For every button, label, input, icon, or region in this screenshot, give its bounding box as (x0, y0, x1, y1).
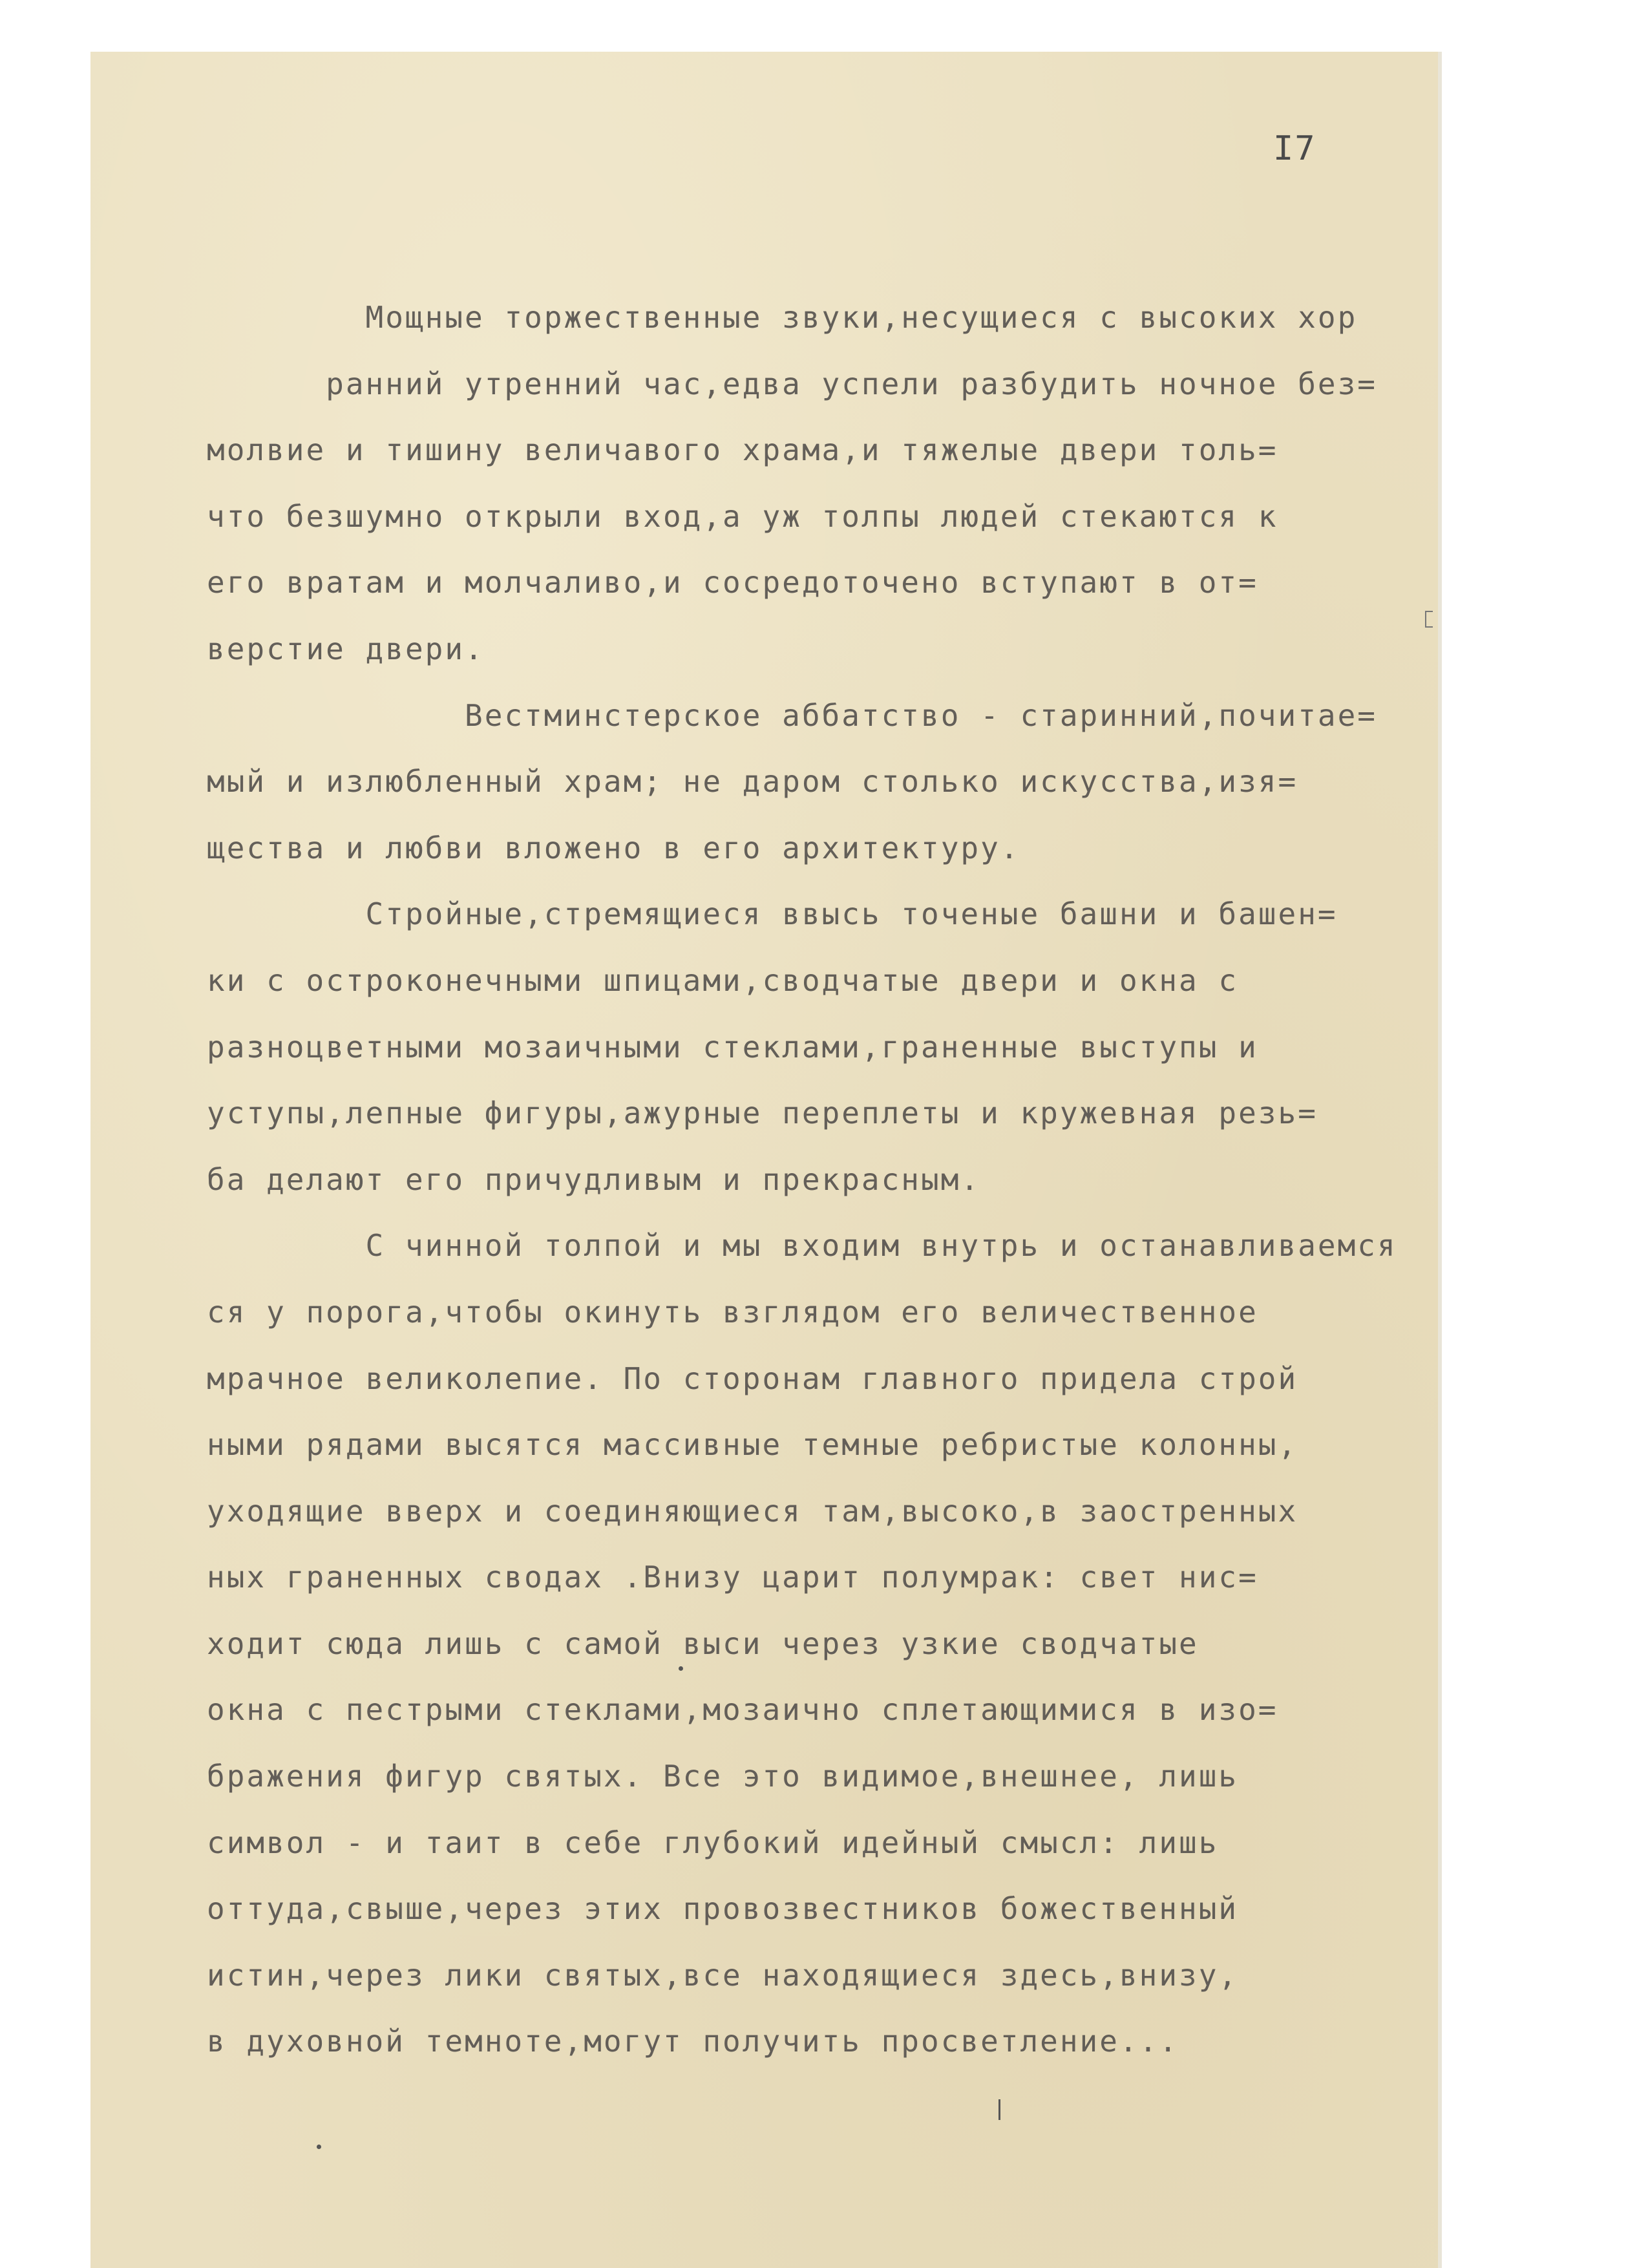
margin-mark (1425, 611, 1433, 628)
page-number: I7 (1273, 129, 1316, 168)
text-line: ных граненных сводах .Внизу царит полумрак: свет нис= (207, 1560, 1258, 1595)
text-line: истин,через лики святых,все находящиеся здесь,внизу, (207, 1957, 1239, 1993)
text-line: ки с остроконечными шпицами,сводчатые двери и окна с (207, 962, 1239, 998)
text-line: разноцветными мозаичными стеклами,граненные выступы и (207, 1029, 1258, 1065)
ink-tick (998, 2099, 1000, 2120)
text-line: ранний утренний час,едва успели разбудить ночное без= (207, 366, 1377, 401)
text-line: Стройные,стремящиеся ввысь точеные башни и башен= (207, 896, 1338, 932)
text-line: ходит сюда лишь с самой выси через узкие сводчатые (207, 1626, 1199, 1661)
text-line: его вратам и молчаливо,и сосредоточено вступают в от= (207, 565, 1258, 600)
text-line: С чинной толпой и мы входим внутрь и останавливаемся (207, 1228, 1397, 1264)
text-line: мрачное великолепие. По сторонам главного придела строй (207, 1361, 1298, 1396)
text-line: символ - и таит в себе глубокий идейный смысл: лишь (207, 1825, 1219, 1860)
text-line: Мощные торжественные звуки,несущиеся с высоких хор (207, 300, 1358, 335)
page-edge (1438, 52, 1442, 2268)
ink-dot (317, 2145, 321, 2149)
text-line: в духовной темноте,могут получить просветление... (207, 2024, 1179, 2059)
text-line: ба делают его причудливым и прекрасным. (207, 1161, 981, 1197)
text-line: окна с пестрыми стеклами,мозаично сплетающимися в изо= (207, 1692, 1278, 1728)
text-line: уступы,лепные фигуры,ажурные переплеты и кружевная резь= (207, 1096, 1318, 1131)
text-line: ными рядами высятся массивные темные ребристые колонны, (207, 1427, 1298, 1463)
typewritten-text (207, 284, 1435, 2075)
text-line: оттуда,свыше,через этих провозвестников божественный (207, 1891, 1239, 1927)
text-line: бражения фигур святых. Все это видимое,внешнее, лишь (207, 1759, 1239, 1794)
text-line: ся у порога,чтобы окинуть взглядом его величественное (207, 1294, 1258, 1330)
text-line: щества и любви вложено в его архитектуру. (207, 830, 1020, 865)
ink-dot (679, 1666, 683, 1671)
text-line: верстие двери. (207, 631, 485, 666)
text-line: Вестминстерское аббатство - старинний,почитае= (207, 697, 1377, 733)
text-line: что безшумно открыли вход,а уж толпы людей стекаются к (207, 498, 1278, 534)
text-line: мый и излюбленный храм; не даром столько искусства,изя= (207, 764, 1298, 800)
text-line: молвие и тишину величавого храма,и тяжелые двери толь= (207, 432, 1278, 468)
text-line: уходящие вверх и соединяющиеся там,высоко,в заостренных (207, 1493, 1298, 1529)
